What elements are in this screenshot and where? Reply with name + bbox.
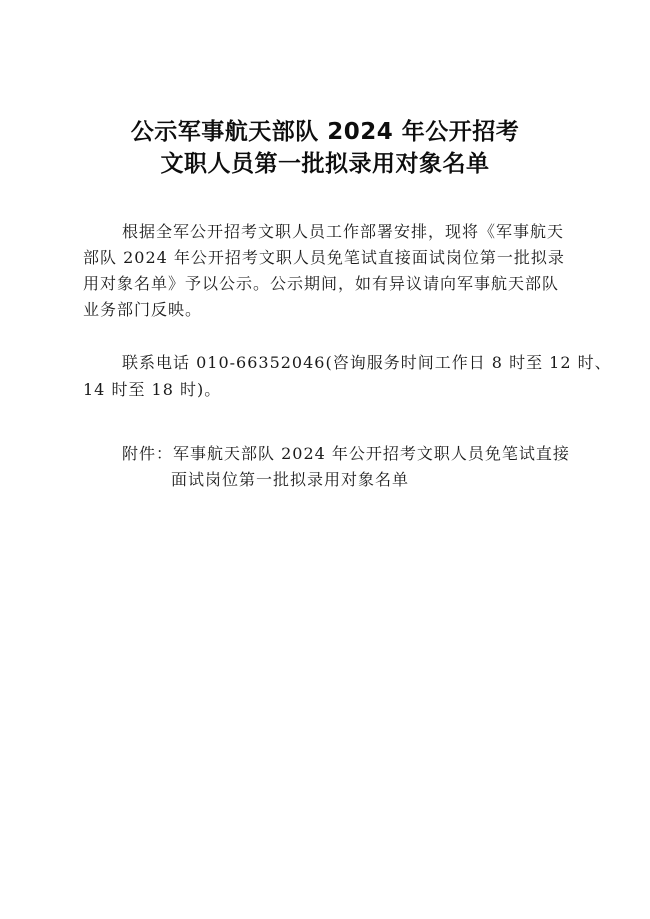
- contact-phone-line-2: 14 时至 18 时)。: [83, 380, 222, 399]
- contact-phone-line-1: 联系电话 010-66352046(咨询服务时间工作日 8 时至 12 时、: [122, 353, 612, 372]
- body-paragraph-1-line-3: 用对象名单》予以公示。公示期间，如有异议请向军事航天部队: [83, 274, 560, 293]
- attachment-line-1: 附件：军事航天部队 2024 年公开招考文职人员免笔试直接: [122, 444, 570, 463]
- document-title-line-2: 文职人员第一批拟录用对象名单: [160, 151, 490, 177]
- document-title-line-1: 公示军事航天部队 2024 年公开招考: [130, 119, 520, 145]
- body-paragraph-1-line-1: 根据全军公开招考文职人员工作部署安排，现将《军事航天: [122, 222, 565, 241]
- body-paragraph-1-line-4: 业务部门反映。: [83, 300, 203, 319]
- body-paragraph-1-line-2: 部队 2024 年公开招考文职人员免笔试直接面试岗位第一批拟录: [83, 248, 565, 267]
- attachment-line-2: 面试岗位第一批拟录用对象名单: [171, 470, 410, 489]
